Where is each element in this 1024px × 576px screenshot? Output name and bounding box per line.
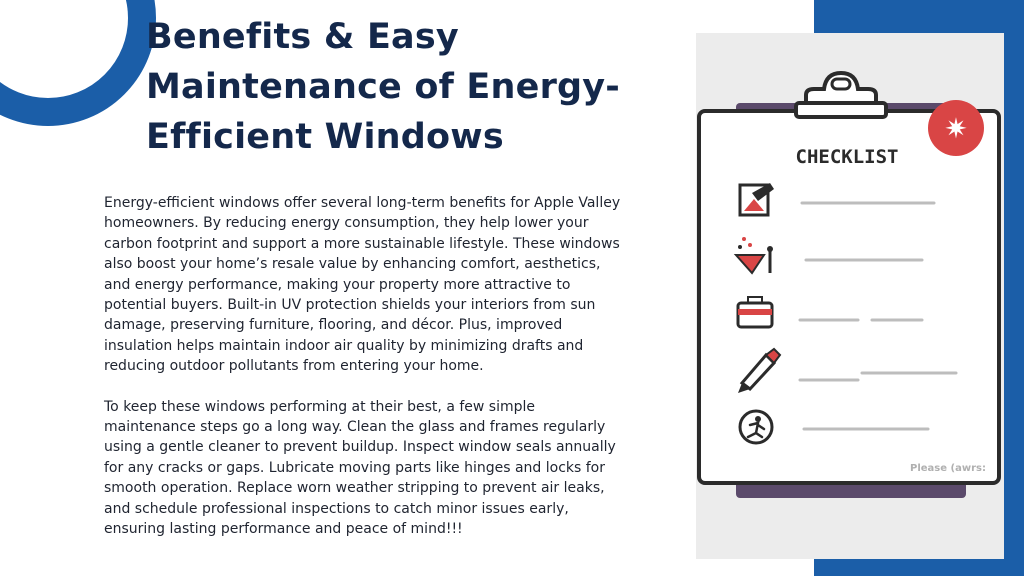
watermark-text: Please (awrs:	[910, 463, 986, 474]
corner-ring-decoration	[0, 0, 156, 126]
checklist-illustration	[696, 33, 1004, 559]
badge-star-icon: ✷	[944, 112, 968, 145]
slide-title: Benefits & Easy Maintenance of Energy-Efficient Windows	[146, 17, 621, 157]
body-text	[104, 193, 624, 560]
paragraph-maintenance: To keep these windows performing at their best, a few simple maintenance steps go a long way. Clean the glass and frames regularly using a gentle cleaner to prevent buildup. Inspect window seals annually for any cracks or gaps. Lubricate moving parts like hinges and locks for smooth operation. Replace worn weather stripping to prevent air leaks, and schedule professional inspections to catch minor issues early, ensuring lasting performance and peace of mind!!!	[104, 398, 616, 538]
checklist-heading: CHECKLIST	[795, 146, 899, 168]
clipboard-graphic	[696, 33, 1004, 559]
paragraph-benefits: Energy-efficient windows offer several long-term benefits for Apple Valley homeowners. By reducing energy consumption, they help lower your carbon footprint and support a more sustainable lifestyle. These windows also boost your home’s resale value by enhancing comfort, aesthetics, and energy performance, making your property more attractive to potential buyers. Built-in UV protection shields your interiors from sun damage, preserving furniture, flooring, and décor. Plus, improved insulation helps maintain indoor air quality by minimizing drafts and reducing outdoor pollutants from entering your home.	[104, 195, 621, 375]
clip-base	[796, 103, 886, 117]
